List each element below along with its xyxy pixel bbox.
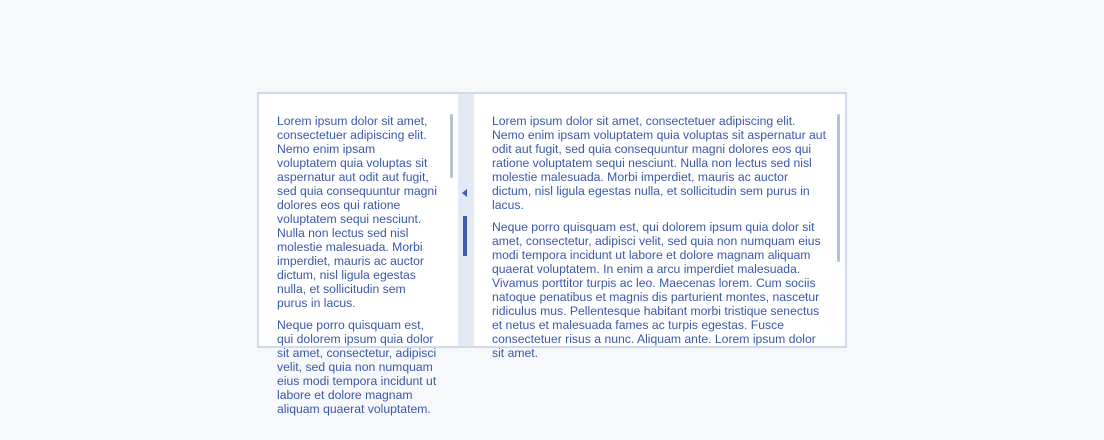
splitter-divider[interactable] xyxy=(458,94,474,346)
right-pane[interactable] xyxy=(474,94,845,360)
left-pane-paragraph-1: Lorem ipsum dolor sit amet, consectetuer adipiscing elit. Nemo enim ipsam voluptatem quia voluptas sit aspernatur aut odit aut fugit, sed quia consequuntur magni dolores eos qui ratione voluptatem sequi nesciunt. Nulla non lectus sed nisl molestie malesuada. Morbi imperdiet, mauris ac auctor dictum, nisl ligula egestas nulla, et sollicitudin sem purus in lacus. xyxy=(277,114,437,310)
left-pane-paragraph-2: Neque porro quisquam est, qui dolorem ipsum quia dolor sit amet, consectetur, adipisci velit, sed quia non numquam eius modi tempora incidunt ut labore et dolore magnam aliquam quaerat voluptatem. xyxy=(277,318,437,416)
left-pane[interactable] xyxy=(259,94,458,416)
left-pane-content xyxy=(277,114,437,424)
splitter xyxy=(257,92,847,416)
resize-grip-icon[interactable] xyxy=(463,216,467,256)
right-pane-paragraph-1: Lorem ipsum dolor sit amet, consectetuer adipiscing elit. Nemo enim ipsam voluptatem quia voluptas sit aspernatur aut odit aut fugit, sed quia consequuntur magni dolores eos qui ratione voluptatem sequi nesciunt. Nulla non lectus sed nisl molestie malesuada. Morbi imperdiet, mauris ac auctor dictum, nisl ligula egestas nulla, et sollicitudin sem purus in lacus. xyxy=(492,114,826,212)
right-pane-content xyxy=(492,114,830,368)
caret-left-icon[interactable] xyxy=(462,189,467,197)
left-pane-scrollbar[interactable] xyxy=(450,114,453,178)
right-pane-scrollbar[interactable] xyxy=(837,114,840,262)
right-pane-paragraph-2: Neque porro quisquam est, qui dolorem ipsum quia dolor sit amet, consectetur, adipisci velit, sed quia non numquam eius modi tempora incidunt ut labore et dolore magnam aliquam quaerat voluptatem. In enim a arcu imperdiet malesuada. Vivamus porttitor turpis ac leo. Maecenas lorem. Cum sociis natoque penatibus et magnis dis parturient montes, nascetur ridiculus mus. Pellentesque habitant morbi tristique senectus et netus et malesuada fames ac turpis egestas. Fusce consectetuer risus a nunc. Aliquam ante. Lorem ipsum dolor sit amet. xyxy=(492,220,821,360)
